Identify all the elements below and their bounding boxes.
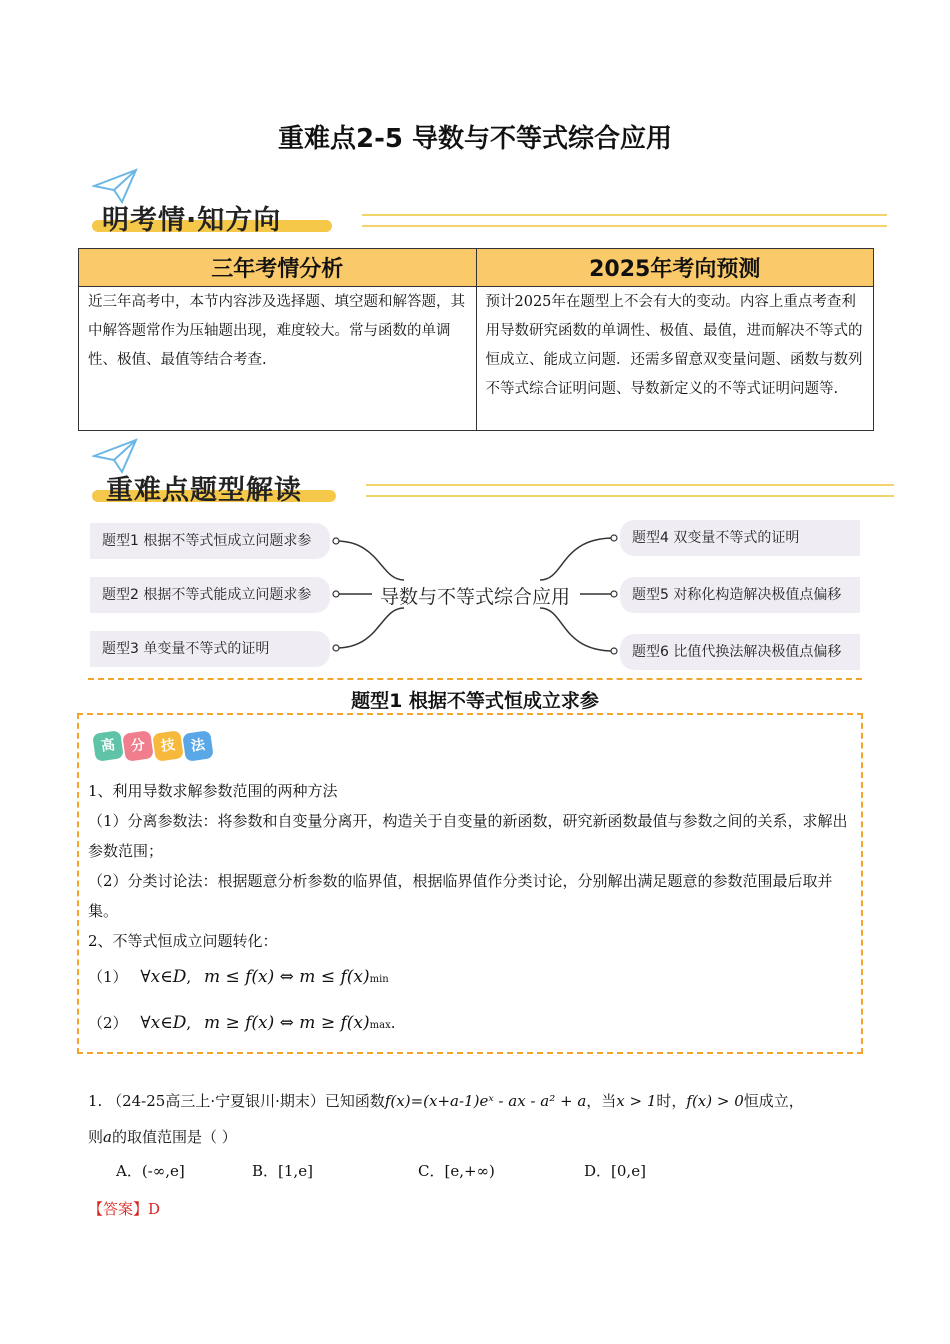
mindmap-right-item-6: 题型6 比值代换法解决极值点偏移 (620, 634, 860, 670)
formula-num: （1） (88, 968, 128, 986)
answer (88, 1194, 160, 1224)
badge-char: 分 (122, 730, 154, 762)
mindmap-left-item-1: 题型1 根据不等式恒成立问题求参 (90, 523, 330, 559)
question-text: 的取值范围是（ ） (111, 1128, 237, 1146)
mindmap-center: 导数与不等式综合应用 (380, 586, 571, 608)
formula-subscript: max (369, 1020, 391, 1031)
question-1-line2 (88, 1122, 237, 1152)
option-label: D． (584, 1162, 612, 1180)
question-source: （24-25高三上·宁夏银川·期末）已知函数 (107, 1092, 385, 1110)
option-value: (-∞,e] (141, 1162, 185, 1180)
formula-quantifier: ∀x∈D (140, 1013, 187, 1033)
mindmap-right-item-5: 题型5 对称化构造解决极值点偏移 (620, 577, 860, 613)
method-point-2: （1）分离参数法：将参数和自变量分离开，构造关于自变量的新函数，研究新函数最值与参数之间的关系，求解出参数范围； (88, 812, 848, 860)
mindmap-right-item-4: 题型4 双变量不等式的证明 (620, 520, 860, 556)
method-point-3: （2）分类讨论法：根据题意分析参数的临界值，根据临界值作分类讨论，分别解出满足题意的参数范围最后取并集。 (88, 872, 833, 920)
answer-value: D (148, 1200, 161, 1218)
option-b[interactable] (252, 1156, 313, 1186)
option-label: B． (252, 1162, 279, 1180)
table-cell-analysis: 近三年高考中，本节内容涉及选择题、填空题和解答题，其中解答题常作为压轴题出现，难度较大。常与函数的单调性、极值、最值等结合考查. (79, 287, 477, 431)
section-heading-1: 明考情·知方向 (102, 205, 282, 236)
dashed-divider (88, 678, 862, 680)
formula-quantifier: ∀x∈D (140, 967, 187, 987)
option-value: [e,+∞) (444, 1162, 495, 1180)
question-claim: f(x) > 0 (686, 1092, 744, 1110)
badge-char: 技 (152, 730, 184, 762)
formula-subscript: min (369, 974, 389, 985)
formula-num: （2） (88, 1014, 128, 1032)
table-header-forecast: 2025年考向预测 (476, 249, 874, 287)
mindmap-left-item-2: 题型2 根据不等式能成立问题求参 (90, 577, 330, 613)
question-text: 则 (88, 1128, 104, 1146)
type1-heading: 题型1 根据不等式恒成立求参 (351, 690, 599, 712)
question-text: 恒成立， (743, 1092, 804, 1110)
option-value: [1,e] (278, 1162, 313, 1180)
page-title: 重难点2-5 导数与不等式综合应用 (277, 124, 673, 154)
option-d[interactable] (584, 1156, 646, 1186)
exam-analysis-table (78, 248, 874, 431)
table-cell-forecast: 预计2025年在题型上不会有大的变动。内容上重点考查利用导数研究函数的单调性、极值、最值，进而解决不等式的恒成立、能成立问题．还需多留意双变量问题、函数与数列不等式综合证明问题、导数新定义的不等式证明问题等. (476, 287, 874, 431)
badge-char: 法 (182, 730, 214, 762)
option-value: [0,e] (611, 1162, 646, 1180)
option-c[interactable] (418, 1156, 495, 1186)
high-score-badge (94, 732, 214, 760)
decor-lines (362, 214, 887, 227)
decor-lines (366, 484, 894, 497)
answer-label: 【答案】 (88, 1200, 149, 1218)
formula-body: m ≤ f(x) ⇔ m ≤ f(x) (203, 967, 370, 987)
formula-2: （2） ∀x∈D, m ≥ f(x) ⇔ m ≥ f(x)max. (88, 1013, 396, 1033)
section-heading-2: 重难点题型解读 (106, 475, 302, 506)
method-point-4: 2、不等式恒成立问题转化： (88, 932, 278, 950)
question-text: ，当 (586, 1092, 617, 1110)
badge-char: 高 (92, 730, 124, 762)
question-condition: x > 1 (616, 1092, 657, 1110)
formula-body: m ≥ f(x) ⇔ m ≥ f(x) (203, 1013, 370, 1033)
option-label: A． (116, 1162, 142, 1180)
formula-1: （1） ∀x∈D, m ≤ f(x) ⇔ m ≤ f(x)min (88, 967, 389, 987)
question-number: 1. (88, 1092, 103, 1110)
option-a[interactable] (116, 1156, 185, 1186)
method-point-1: 1、利用导数求解参数范围的两种方法 (88, 782, 338, 800)
question-1 (88, 1086, 868, 1116)
mindmap-left-item-3: 题型3 单变量不等式的证明 (90, 631, 330, 667)
table-header-analysis: 三年考情分析 (79, 249, 477, 287)
question-function: f(x)=(x+a-1)eˣ - ax - a² + a (384, 1092, 587, 1110)
question-variable: a (103, 1128, 112, 1146)
question-text: 时， (656, 1092, 687, 1110)
option-label: C． (418, 1162, 445, 1180)
